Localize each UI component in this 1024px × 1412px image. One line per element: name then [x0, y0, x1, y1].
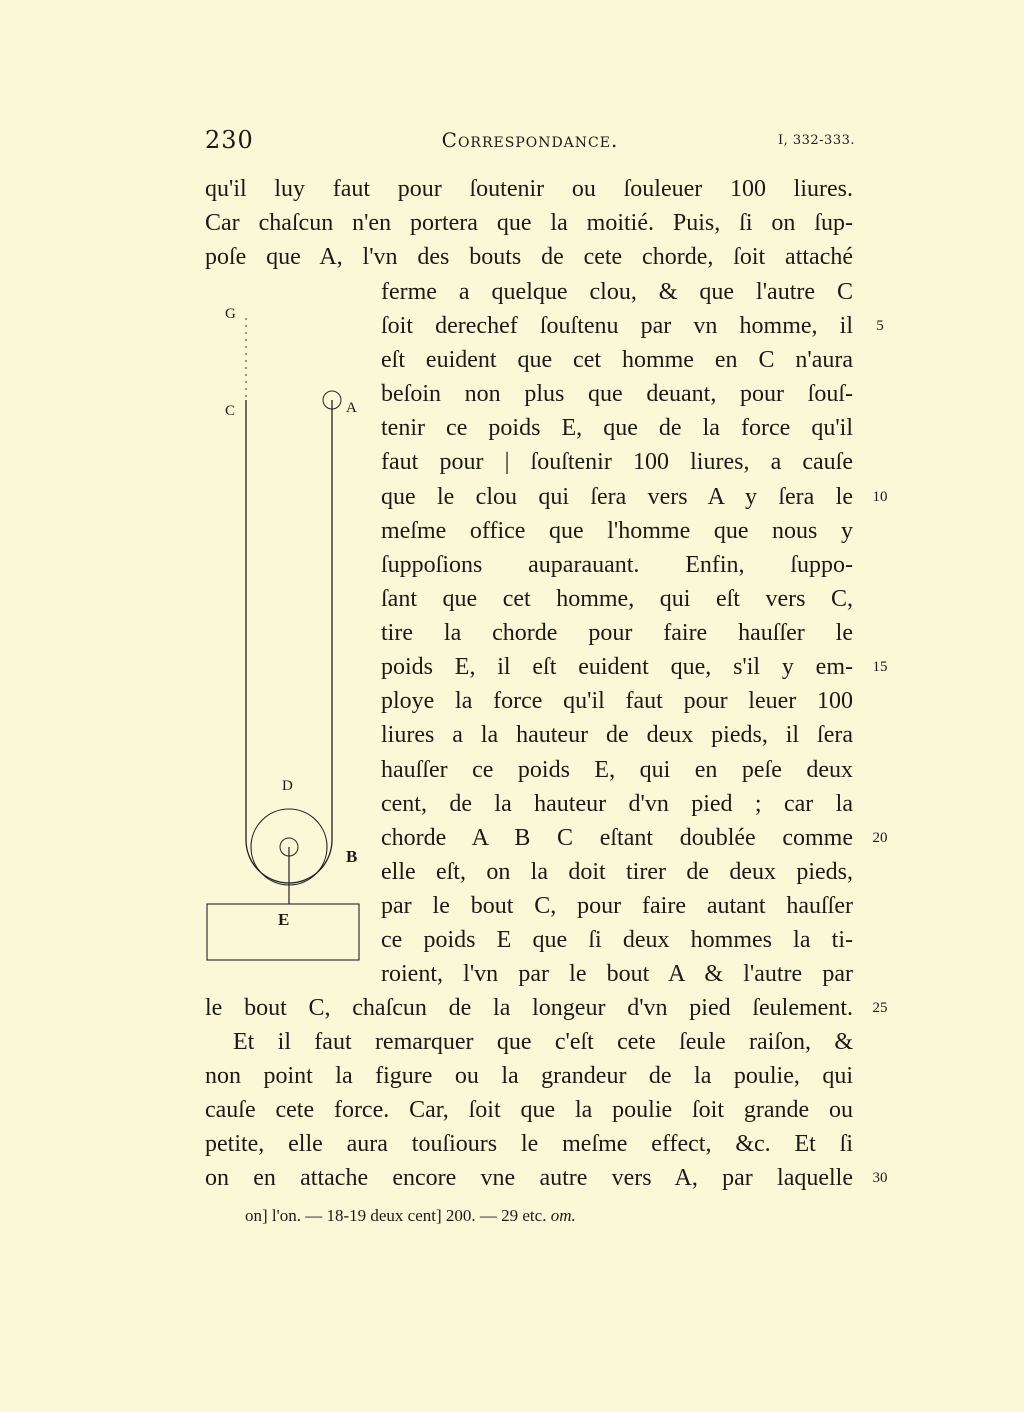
line-number: 30 — [872, 1170, 888, 1186]
figure-label-c: C — [225, 403, 236, 419]
text-line: Car chaſcun n'en portera que la moitié. Puis, ſi on ſup- — [205, 210, 853, 236]
critical-apparatus — [245, 1206, 576, 1226]
text-line: roient, l'vn par le bout A & l'autre par — [381, 961, 853, 987]
figure-label-b: B — [346, 847, 358, 866]
text-line: liures a la hauteur de deux pieds, il ſera — [381, 722, 853, 748]
line-number: 20 — [872, 830, 888, 846]
apparatus-italic: om. — [550, 1206, 576, 1225]
figure-label-a: A — [346, 400, 357, 416]
line-number: 5 — [876, 318, 884, 334]
text-line: cauſe cete force. Car, ſoit que la poulie ſoit grande ou — [205, 1097, 853, 1123]
edition-reference: I, 332-333. — [777, 133, 855, 148]
text-line: meſme office que l'homme que nous y — [381, 518, 853, 544]
text-line: le bout C, chaſcun de la longeur d'vn pied ſeulement. — [205, 995, 853, 1021]
figure-label-d: D — [282, 778, 293, 794]
line-number: 15 — [872, 659, 888, 675]
text-line: ſuppoſions auparauant. Enfin, ſuppo- — [381, 552, 853, 578]
text-line: poſe que A, l'vn des bouts de cete chorde, ſoit attaché — [205, 244, 853, 270]
text-line: beſoin non plus que deuant, pour ſouſ- — [381, 381, 853, 407]
page-number: 230 — [205, 126, 254, 154]
text-line: elle eſt, on la doit tirer de deux pieds, — [381, 859, 853, 885]
running-header — [205, 126, 855, 160]
text-line: ſoit derechef ſouſtenu par vn homme, il — [381, 313, 853, 339]
pulley-diagram — [200, 300, 375, 970]
text-line: ce poids E que ſi deux hommes la ti- — [381, 927, 853, 953]
text-line: hauſſer ce poids E, qui en peſe deux — [381, 757, 853, 783]
text-line: ſant que cet homme, qui eſt vers C, — [381, 586, 853, 612]
text-line: qu'il luy faut pour ſoutenir ou ſouleuer 100 liures. — [205, 176, 853, 202]
running-title: Correspondance. — [441, 128, 619, 152]
text-line: par le bout C, pour faire autant hauſſer — [381, 893, 853, 919]
apparatus-text: on] l'on. — 18-19 deux cent] 200. — 29 etc. — [245, 1206, 551, 1225]
text-line: que le clou qui ſera vers A y ſera le — [381, 484, 853, 510]
text-line: Et il faut remarquer que c'eſt cete ſeule raiſon, & — [233, 1029, 853, 1055]
text-line: faut pour | ſouſtenir 100 liures, a cauſe — [381, 449, 853, 475]
figure-label-e: E — [278, 910, 290, 929]
line-number: 25 — [872, 1000, 888, 1016]
text-line: petite, elle aura touſiours le meſme effect, &c. Et ſi — [205, 1131, 853, 1157]
text-line: cent, de la hauteur d'vn pied ; car la — [381, 791, 853, 817]
text-line: ferme a quelque clou, & que l'autre C — [381, 279, 853, 305]
pulley-figure — [200, 300, 375, 970]
text-line: non point la figure ou la grandeur de la poulie, qui — [205, 1063, 853, 1089]
text-line: poids E, il eſt euident que, s'il y em- — [381, 654, 853, 680]
text-line: tire la chorde pour faire hauſſer le — [381, 620, 853, 646]
text-line: chorde A B C eſtant doublée comme — [381, 825, 853, 851]
text-line: ploye la force qu'il faut pour leuer 100 — [381, 688, 853, 714]
figure-label-g: G — [225, 306, 236, 322]
text-line: eſt euident que cet homme en C n'aura — [381, 347, 853, 373]
text-line: tenir ce poids E, que de la force qu'il — [381, 415, 853, 441]
line-number: 10 — [872, 489, 888, 505]
text-line: on en attache encore vne autre vers A, par laquelle — [205, 1165, 853, 1191]
